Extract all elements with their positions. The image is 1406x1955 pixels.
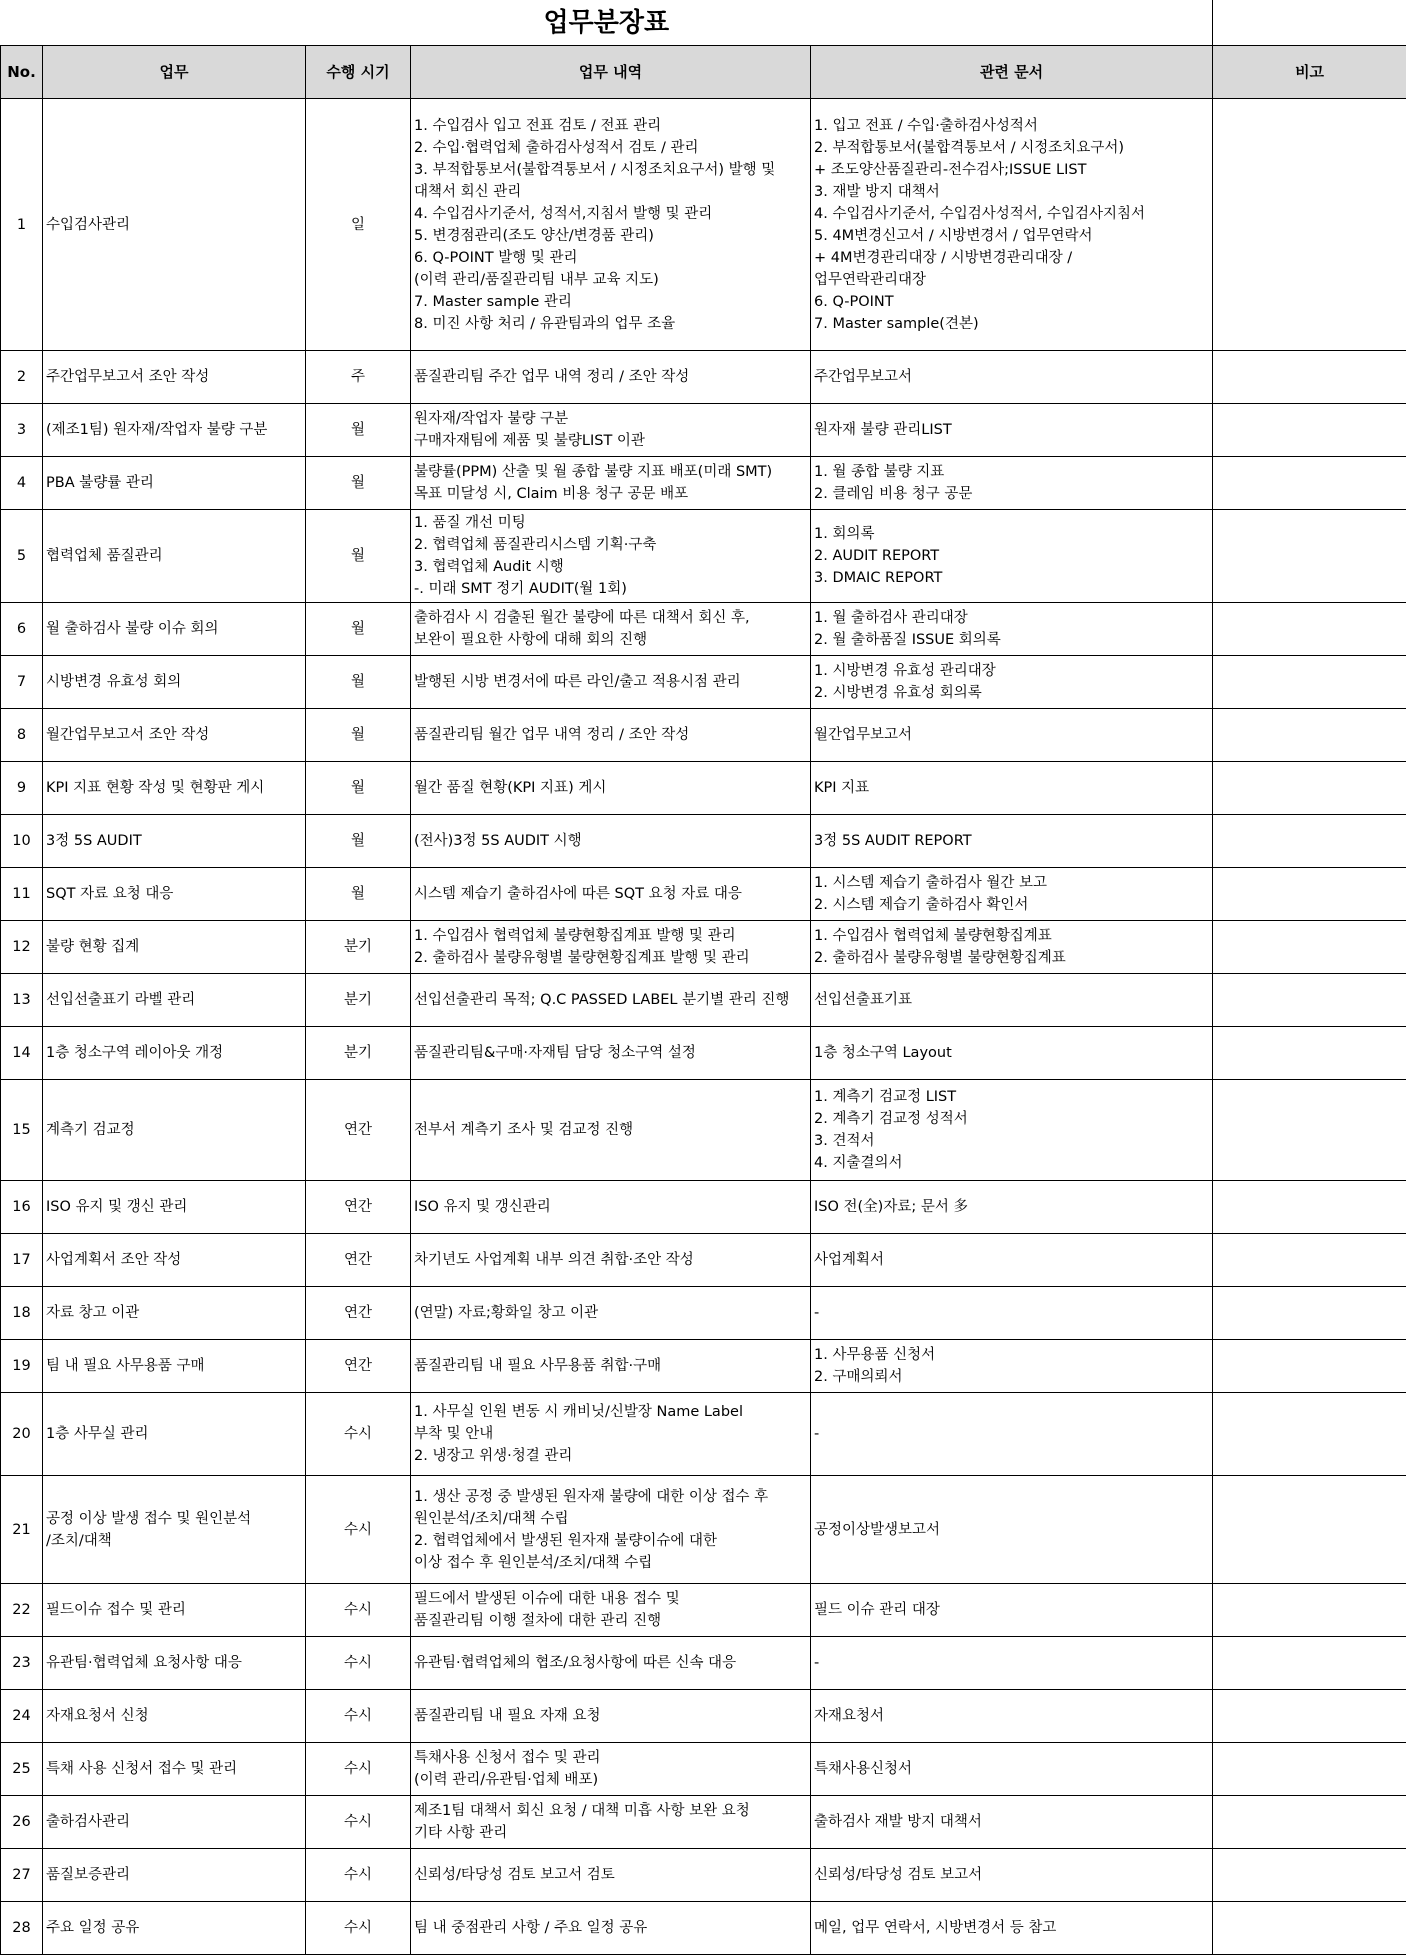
- row-details: 시스템 제습기 출하검사에 따른 SQT 요청 자료 대응: [411, 868, 811, 921]
- row-task: 불량 현황 집계: [43, 921, 306, 974]
- row-note: [1213, 510, 1406, 603]
- row-task: 품질보증관리: [43, 1849, 306, 1902]
- header-period: 수행 시기: [306, 46, 411, 99]
- row-no: 22: [1, 1584, 43, 1637]
- table-row: [1, 974, 1406, 1027]
- row-details: (연말) 자료;황화일 창고 이관: [411, 1287, 811, 1340]
- row-details: 특채사용 신청서 접수 및 관리 (이력 관리/유관팀·업체 배포): [411, 1743, 811, 1796]
- row-no: 27: [1, 1849, 43, 1902]
- row-docs: 1. 시방변경 유효성 관리대장 2. 시방변경 유효성 회의록: [811, 656, 1213, 709]
- row-task: 주요 일정 공유: [43, 1902, 306, 1955]
- row-task: ISO 유지 및 갱신 관리: [43, 1181, 306, 1234]
- row-docs: 자재요청서: [811, 1690, 1213, 1743]
- row-task: 월 출하검사 불량 이슈 회의: [43, 603, 306, 656]
- row-period: 연간: [306, 1340, 411, 1393]
- row-details: 1. 수입검사 입고 전표 검토 / 전표 관리 2. 수입·협력업체 출하검사성적서 검토 / 관리 3. 부적합통보서(불합격통보서 / 시정조치요구서) 발행 및 대책서 회신 관리 4. 수입검사기준서, 성적서,지침서 발행 및 관리 5. 변경점관리(조도 양산/변경품 관리) 6. Q-POINT 발행 및 관리 (이력 관리/품질관리팀 내부 교육 지도) 7. Master sample 관리 8. 미진 사항 처리 / 유관팀과의 업무 조율: [411, 99, 811, 351]
- row-period: 분기: [306, 1027, 411, 1080]
- row-task: SQT 자료 요청 대응: [43, 868, 306, 921]
- table-row: [1, 1902, 1406, 1955]
- row-period: 주: [306, 351, 411, 404]
- table-row: [1, 1234, 1406, 1287]
- row-note: [1213, 1637, 1406, 1690]
- row-period: 월: [306, 510, 411, 603]
- row-details: 1. 생산 공정 중 발생된 원자재 불량에 대한 이상 접수 후 원인분석/조치/대책 수립 2. 협력업체에서 발생된 원자재 불량이슈에 대한 이상 접수 후 원인분석/조치/대책 수립: [411, 1476, 811, 1584]
- row-docs: 1. 계측기 검교정 LIST 2. 계측기 검교정 성적서 3. 견적서 4. 지출결의서: [811, 1080, 1213, 1181]
- page-title: 업무분장표: [1, 0, 1213, 46]
- row-note: [1213, 1849, 1406, 1902]
- row-period: 수시: [306, 1690, 411, 1743]
- row-no: 2: [1, 351, 43, 404]
- row-details: 필드에서 발생된 이슈에 대한 내용 접수 및 품질관리팀 이행 절차에 대한 관리 진행: [411, 1584, 811, 1637]
- row-no: 18: [1, 1287, 43, 1340]
- row-task: 사업계획서 조안 작성: [43, 1234, 306, 1287]
- row-details: 팀 내 중점관리 사항 / 주요 일정 공유: [411, 1902, 811, 1955]
- row-docs: 사업계획서: [811, 1234, 1213, 1287]
- table-row: [1, 762, 1406, 815]
- row-period: 수시: [306, 1849, 411, 1902]
- row-details: 신뢰성/타당성 검토 보고서 검토: [411, 1849, 811, 1902]
- row-no: 20: [1, 1393, 43, 1476]
- row-task: 1층 사무실 관리: [43, 1393, 306, 1476]
- row-period: 수시: [306, 1584, 411, 1637]
- row-no: 21: [1, 1476, 43, 1584]
- row-note: [1213, 868, 1406, 921]
- row-note: [1213, 974, 1406, 1027]
- table-row: [1, 1637, 1406, 1690]
- row-note: [1213, 1287, 1406, 1340]
- row-details: 품질관리팀 내 필요 자재 요청: [411, 1690, 811, 1743]
- table-row: [1, 1796, 1406, 1849]
- row-no: 12: [1, 921, 43, 974]
- row-note: [1213, 1080, 1406, 1181]
- row-period: 연간: [306, 1234, 411, 1287]
- row-task: 협력업체 품질관리: [43, 510, 306, 603]
- row-note: [1213, 815, 1406, 868]
- row-docs: 1. 회의록 2. AUDIT REPORT 3. DMAIC REPORT: [811, 510, 1213, 603]
- row-no: 14: [1, 1027, 43, 1080]
- row-no: 1: [1, 99, 43, 351]
- row-details: 선입선출관리 목적; Q.C PASSED LABEL 분기별 관리 진행: [411, 974, 811, 1027]
- row-note: [1213, 709, 1406, 762]
- row-note: [1213, 762, 1406, 815]
- table-row: [1, 1181, 1406, 1234]
- row-task: 1층 청소구역 레이아웃 개정: [43, 1027, 306, 1080]
- row-no: 26: [1, 1796, 43, 1849]
- row-task: 자료 창고 이관: [43, 1287, 306, 1340]
- row-period: 수시: [306, 1743, 411, 1796]
- row-docs: 1층 청소구역 Layout: [811, 1027, 1213, 1080]
- row-no: 16: [1, 1181, 43, 1234]
- row-period: 수시: [306, 1796, 411, 1849]
- row-docs: 1. 시스템 제습기 출하검사 월간 보고 2. 시스템 제습기 출하검사 확인서: [811, 868, 1213, 921]
- table-row: [1, 921, 1406, 974]
- row-period: 월: [306, 656, 411, 709]
- row-task: 팀 내 필요 사무용품 구매: [43, 1340, 306, 1393]
- row-note: [1213, 1181, 1406, 1234]
- row-period: 수시: [306, 1393, 411, 1476]
- table-row: [1, 1584, 1406, 1637]
- title-row: [1, 0, 1406, 46]
- row-no: 25: [1, 1743, 43, 1796]
- row-details: 품질관리팀 월간 업무 내역 정리 / 조안 작성: [411, 709, 811, 762]
- row-docs: 출하검사 재발 방지 대책서: [811, 1796, 1213, 1849]
- table-row: [1, 351, 1406, 404]
- row-period: 연간: [306, 1287, 411, 1340]
- row-note: [1213, 1902, 1406, 1955]
- table-row: [1, 1287, 1406, 1340]
- row-note: [1213, 1690, 1406, 1743]
- row-no: 5: [1, 510, 43, 603]
- row-details: 1. 사무실 인원 변동 시 캐비닛/신발장 Name Label 부착 및 안내 2. 냉장고 위생·청결 관리: [411, 1393, 811, 1476]
- table-row: [1, 1743, 1406, 1796]
- row-no: 10: [1, 815, 43, 868]
- table-row: [1, 404, 1406, 457]
- row-docs: 주간업무보고서: [811, 351, 1213, 404]
- row-task: 수입검사관리: [43, 99, 306, 351]
- row-docs: 특채사용신청서: [811, 1743, 1213, 1796]
- row-task: 특채 사용 신청서 접수 및 관리: [43, 1743, 306, 1796]
- row-docs: 1. 사무용품 신청서 2. 구매의뢰서: [811, 1340, 1213, 1393]
- row-details: (전사)3정 5S AUDIT 시행: [411, 815, 811, 868]
- row-task: 선입선출표기 라벨 관리: [43, 974, 306, 1027]
- row-details: 차기년도 사업계획 내부 의견 취합·조안 작성: [411, 1234, 811, 1287]
- row-task: 시방변경 유효성 회의: [43, 656, 306, 709]
- row-details: 월간 품질 현황(KPI 지표) 게시: [411, 762, 811, 815]
- row-note: [1213, 1743, 1406, 1796]
- row-note: [1213, 1476, 1406, 1584]
- row-note: [1213, 1234, 1406, 1287]
- row-task: 3정 5S AUDIT: [43, 815, 306, 868]
- row-no: 19: [1, 1340, 43, 1393]
- row-no: 9: [1, 762, 43, 815]
- row-docs: 1. 수입검사 협력업체 불량현황집계표 2. 출하검사 불량유형별 불량현황집계표: [811, 921, 1213, 974]
- table-row: [1, 1027, 1406, 1080]
- row-task: 유관팀·협력업체 요청사항 대응: [43, 1637, 306, 1690]
- row-details: 제조1팀 대책서 회신 요청 / 대책 미흡 사항 보완 요청 기타 사항 관리: [411, 1796, 811, 1849]
- table-row: [1, 1476, 1406, 1584]
- row-period: 월: [306, 868, 411, 921]
- row-docs: 필드 이슈 관리 대장: [811, 1584, 1213, 1637]
- row-period: 분기: [306, 974, 411, 1027]
- row-note: [1213, 603, 1406, 656]
- row-docs: 3정 5S AUDIT REPORT: [811, 815, 1213, 868]
- table-row: [1, 656, 1406, 709]
- table-row: [1, 1690, 1406, 1743]
- row-no: 3: [1, 404, 43, 457]
- row-period: 월: [306, 815, 411, 868]
- row-no: 7: [1, 656, 43, 709]
- table-row: [1, 99, 1406, 351]
- table-row: [1, 868, 1406, 921]
- row-details: 발행된 시방 변경서에 따른 라인/출고 적용시점 관리: [411, 656, 811, 709]
- row-docs: ISO 전(全)자료; 문서 多: [811, 1181, 1213, 1234]
- row-period: 월: [306, 709, 411, 762]
- table-row: [1, 457, 1406, 510]
- row-no: 8: [1, 709, 43, 762]
- header-no: No.: [1, 46, 43, 99]
- row-details: 품질관리팀 주간 업무 내역 정리 / 조안 작성: [411, 351, 811, 404]
- table-row: [1, 603, 1406, 656]
- row-period: 일: [306, 99, 411, 351]
- row-note: [1213, 351, 1406, 404]
- row-period: 연간: [306, 1181, 411, 1234]
- row-no: 17: [1, 1234, 43, 1287]
- row-period: 월: [306, 457, 411, 510]
- row-note: [1213, 1027, 1406, 1080]
- row-period: 수시: [306, 1902, 411, 1955]
- row-note: [1213, 99, 1406, 351]
- row-note: [1213, 1584, 1406, 1637]
- row-note: [1213, 656, 1406, 709]
- row-docs: 메일, 업무 연락서, 시방변경서 등 참고: [811, 1902, 1213, 1955]
- row-details: 출하검사 시 검출된 월간 불량에 따른 대책서 회신 후, 보완이 필요한 사항에 대해 회의 진행: [411, 603, 811, 656]
- row-task: KPI 지표 현황 작성 및 현황판 게시: [43, 762, 306, 815]
- row-no: 15: [1, 1080, 43, 1181]
- header-docs: 관련 문서: [811, 46, 1213, 99]
- row-details: 원자재/작업자 불량 구분 구매자재팀에 제품 및 불량LIST 이관: [411, 404, 811, 457]
- row-note: [1213, 921, 1406, 974]
- row-docs: 1. 월 종합 불량 지표 2. 클레임 비용 청구 공문: [811, 457, 1213, 510]
- row-details: 전부서 계측기 조사 및 검교정 진행: [411, 1080, 811, 1181]
- row-task: 공정 이상 발생 접수 및 원인분석 /조치/대책: [43, 1476, 306, 1584]
- row-no: 4: [1, 457, 43, 510]
- row-docs: -: [811, 1287, 1213, 1340]
- row-docs: 원자재 불량 관리LIST: [811, 404, 1213, 457]
- table-row: [1, 1849, 1406, 1902]
- row-no: 13: [1, 974, 43, 1027]
- row-task: 주간업무보고서 조안 작성: [43, 351, 306, 404]
- row-details: 품질관리팀&구매·자재팀 담당 청소구역 설정: [411, 1027, 811, 1080]
- row-details: 불량률(PPM) 산출 및 월 종합 불량 지표 배포(미래 SMT) 목표 미달성 시, Claim 비용 청구 공문 배포: [411, 457, 811, 510]
- table-row: [1, 709, 1406, 762]
- row-details: ISO 유지 및 갱신관리: [411, 1181, 811, 1234]
- row-task: PBA 불량률 관리: [43, 457, 306, 510]
- row-docs: 신뢰성/타당성 검토 보고서: [811, 1849, 1213, 1902]
- table-row: [1, 510, 1406, 603]
- title-corner-cell: [1213, 0, 1406, 46]
- header-row: [1, 46, 1406, 99]
- row-no: 11: [1, 868, 43, 921]
- row-docs: 선입선출표기표: [811, 974, 1213, 1027]
- row-period: 수시: [306, 1637, 411, 1690]
- row-docs: 월간업무보고서: [811, 709, 1213, 762]
- header-note: 비고: [1213, 46, 1406, 99]
- row-period: 분기: [306, 921, 411, 974]
- row-period: 월: [306, 404, 411, 457]
- row-no: 6: [1, 603, 43, 656]
- table-row: [1, 1080, 1406, 1181]
- row-details: 유관팀·협력업체의 협조/요청사항에 따른 신속 대응: [411, 1637, 811, 1690]
- row-period: 월: [306, 603, 411, 656]
- row-task: 월간업무보고서 조안 작성: [43, 709, 306, 762]
- row-details: 1. 수입검사 협력업체 불량현황집계표 발행 및 관리 2. 출하검사 불량유형별 불량현황집계표 발행 및 관리: [411, 921, 811, 974]
- header-details: 업무 내역: [411, 46, 811, 99]
- row-docs: -: [811, 1393, 1213, 1476]
- table-row: [1, 1393, 1406, 1476]
- row-no: 23: [1, 1637, 43, 1690]
- row-details: 품질관리팀 내 필요 사무용품 취합·구매: [411, 1340, 811, 1393]
- row-note: [1213, 1393, 1406, 1476]
- row-note: [1213, 404, 1406, 457]
- row-note: [1213, 457, 1406, 510]
- row-period: 연간: [306, 1080, 411, 1181]
- row-task: 자재요청서 신청: [43, 1690, 306, 1743]
- header-task: 업무: [43, 46, 306, 99]
- row-no: 28: [1, 1902, 43, 1955]
- row-task: 필드이슈 접수 및 관리: [43, 1584, 306, 1637]
- table-row: [1, 815, 1406, 868]
- row-no: 24: [1, 1690, 43, 1743]
- row-task: 계측기 검교정: [43, 1080, 306, 1181]
- row-period: 월: [306, 762, 411, 815]
- row-details: 1. 품질 개선 미팅 2. 협력업체 품질관리시스템 기획·구축 3. 협력업체 Audit 시행 -. 미래 SMT 정기 AUDIT(월 1회): [411, 510, 811, 603]
- row-note: [1213, 1796, 1406, 1849]
- row-docs: KPI 지표: [811, 762, 1213, 815]
- table-row: [1, 1340, 1406, 1393]
- row-docs: 1. 월 출하검사 관리대장 2. 월 출하품질 ISSUE 회의록: [811, 603, 1213, 656]
- row-task: 출하검사관리: [43, 1796, 306, 1849]
- row-docs: 공정이상발생보고서: [811, 1476, 1213, 1584]
- row-docs: -: [811, 1637, 1213, 1690]
- row-task: (제조1팀) 원자재/작업자 불량 구분: [43, 404, 306, 457]
- row-docs: 1. 입고 전표 / 수입·출하검사성적서 2. 부적합통보서(불합격통보서 / 시정조치요구서) + 조도양산품질관리-전수검사;ISSUE LIST 3. 재발 방지 대책서 4. 수입검사기준서, 수입검사성적서, 수입검사지침서 5. 4M변경신고서 / 시방변경서 / 업무연락서 + 4M변경관리대장 / 시방변경관리대장 / 업무연락관리대장 6. Q-POINT 7. Master sample(견본): [811, 99, 1213, 351]
- row-note: [1213, 1340, 1406, 1393]
- row-period: 수시: [306, 1476, 411, 1584]
